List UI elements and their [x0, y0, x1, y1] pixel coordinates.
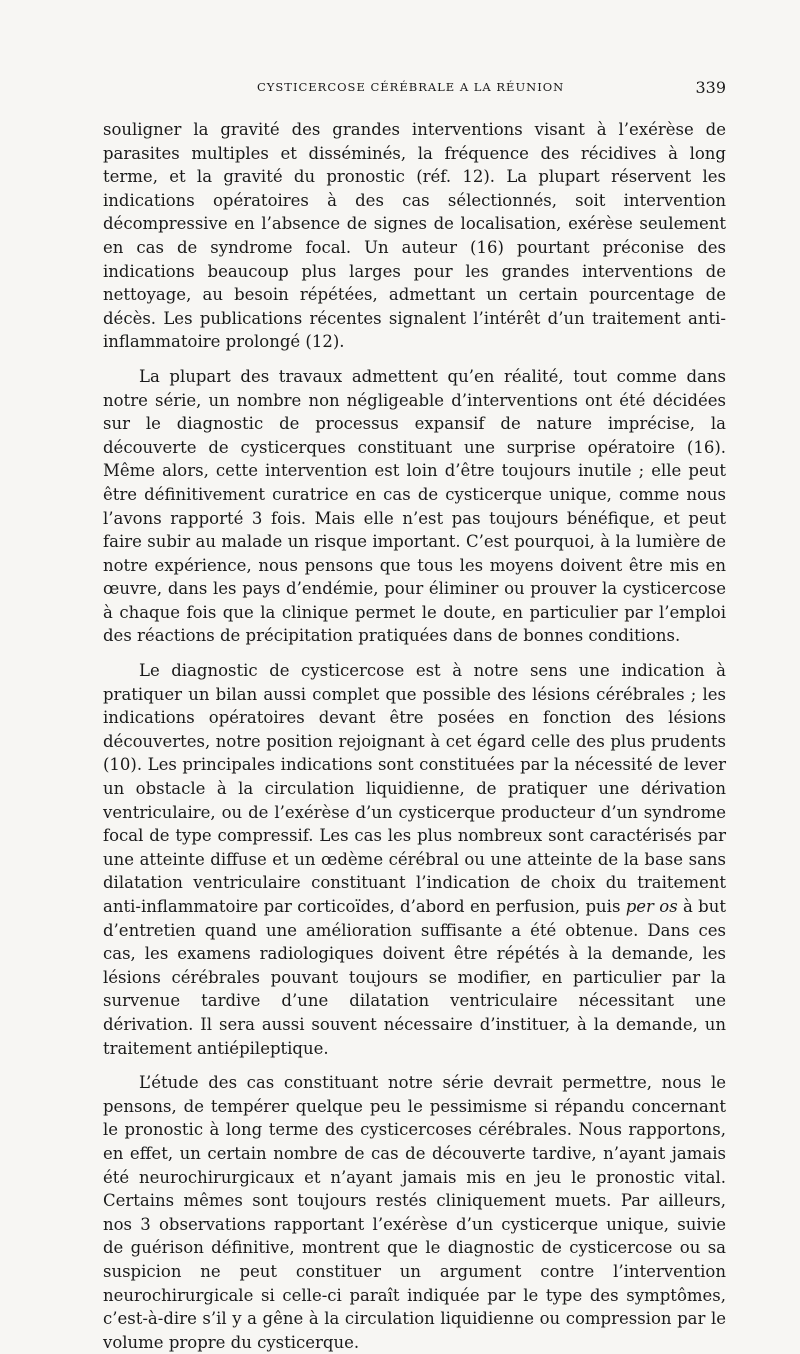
running-header: [103, 78, 726, 102]
paragraph-3-italic: per os: [625, 897, 678, 916]
paragraph-3-text-a: Le diagnostic de cysticercose est à notre sens une indication à pratiquer un bilan aussi complet que possible des lésions cérébrales ; les indications opératoires devant être posées en fonction des lésions découvertes, notre position rejoignant à cet égard celle des plus prudents (10). Les principales indications sont constituées par la nécessité de lever un obstacle à la circulation liquidienne, de pratiquer une dérivation ventriculaire, ou de l’exérèse d’un cysticerque producteur d’un syndrome focal de type compressif. Les cas les plus nombreux sont caractérisés par une atteinte diffuse et un œdème cérébral ou une atteinte de la base sans dilatation ventriculaire constituant l’indication de choix du traitement anti-inflammatoire par corticoïdes, d’abord en perfusion, puis: [103, 661, 726, 916]
paragraph-3-text-b: à but d’entretien quand une amélioration suffisante a été obtenue. Dans ces cas, les examens radiologiques doivent être répétés à la demande, les lésions cérébrales pouvant toujours se modifier, en particulier par la survenue tardive d’une dilatation ventriculaire nécessitant une dérivation. Il sera aussi souvent nécessaire d’instituer, à la demande, un traitement antiépileptique.: [103, 897, 726, 1058]
running-title: CYSTICERCOSE CÉRÉBRALE A LA RÉUNION: [257, 80, 565, 94]
paragraph-3: [103, 659, 726, 1060]
paragraph-2: La plupart des travaux admettent qu’en réalité, tout comme dans notre série, un nombre non négligeable d’interventions ont été décidées sur le diagnostic de processus expansif de nature imprécise, la découverte de cysticerques constituant une surprise opératoire (16). Même alors, cette intervention est loin d’être toujours inutile ; elle peut être définitivement curatrice en cas de cysticerque unique, comme nous l’avons rapporté 3 fois. Mais elle n’est pas toujours bénéfique, et peut faire subir au malade un risque important. C’est pourquoi, à la lumière de notre expérience, nous pensons que tous les moyens doivent être mis en œuvre, dans les pays d’endémie, pour éliminer ou prouver la cysticercose à chaque fois que la clinique permet le doute, en particulier par l’emploi des réactions de précipitation pratiquées dans de bonnes conditions.: [103, 366, 726, 646]
paragraph-1: souligner la gravité des grandes interventions visant à l’exérèse de parasites multiples et disséminés, la fréquence des récidives à long terme, et la gravité du pronostic (réf. 12). La plupart réservent les indications opératoires à des cas sélectionnés, soit intervention décompressive en l’absence de signes de localisation, exérèse seulement en cas de syndrome focal. Un auteur (16) pourtant préconise des indications beaucoup plus larges pour les grandes interventions de nettoyage, au besoin répétées, admettant un certain pourcentage de décès. Les publications récentes signalent l’intérêt d’un traitement anti-inflammatoire prolongé (12).: [103, 120, 726, 352]
page-number: 339: [695, 78, 726, 97]
body-text: [103, 118, 726, 1354]
paragraph-4: L’étude des cas constituant notre série devrait permettre, nous le pensons, de tempérer quelque peu le pessimisme si répandu concernant le pronostic à long terme des cysticercoses cérébrales. Nous rapportons, en effet, un certain nombre de cas de découverte tardive, n’ayant jamais été neurochirurgicaux et n’ayant jamais mis en jeu le pronostic vital. Certains mêmes sont toujours restés cliniquement muets. Par ailleurs, nos 3 observations rapportant l’exérèse d’un cysticerque unique, suivie de guérison définitive, montrent que le diagnostic de cysticercose ou sa suspicion ne peut constituer un argument contre l’intervention neurochirurgicale si celle-ci paraît indiquée par le type des symptômes, c’est-à-dire s’il y a gêne à la circulation liquidienne ou compression par le volume propre du cysticerque.: [103, 1073, 726, 1352]
